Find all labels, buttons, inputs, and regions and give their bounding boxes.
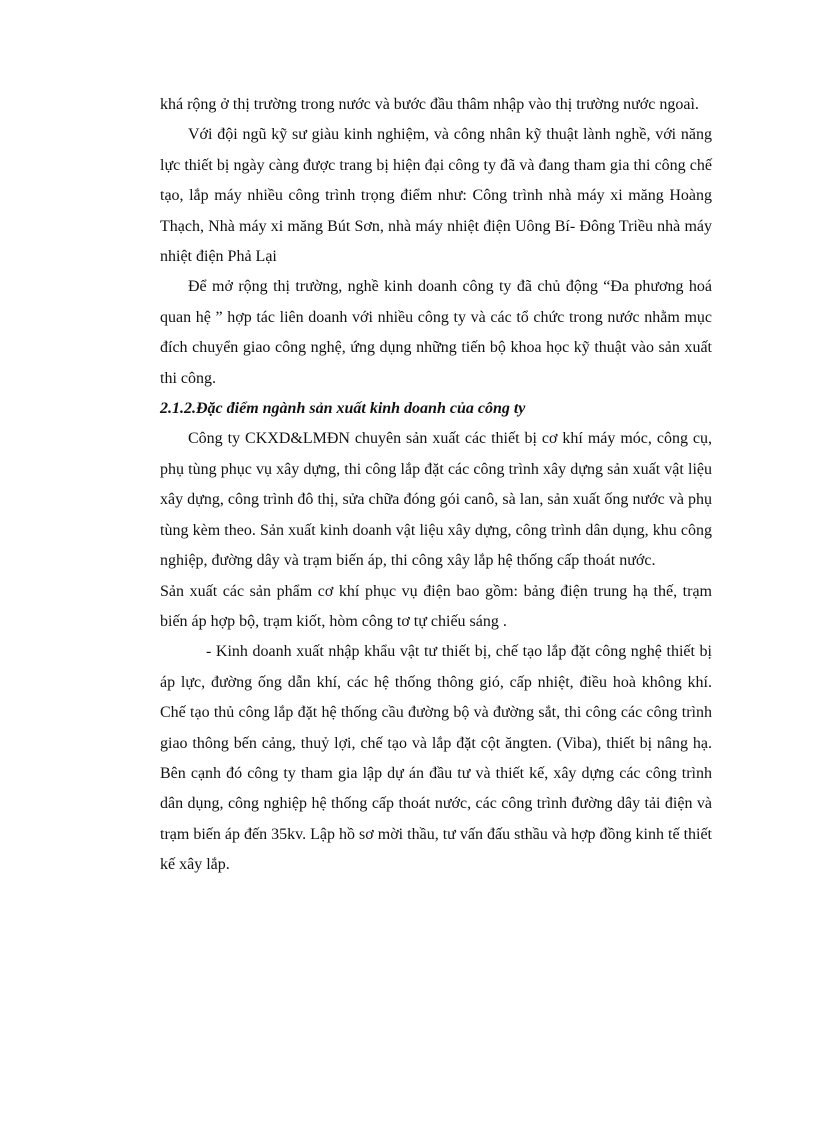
document-page — [160, 90, 712, 881]
paragraph-workforce: Với đội ngũ kỹ sư giàu kinh nghiệm, và công nhân kỹ thuật lành nghề, với năng lực thiết bị ngày càng được trang bị hiện đại công ty đã và đang tham gia thi công chế tạo, lắp máy nhiều công trình trọng điểm như: Công trình nhà máy xi măng Hoàng Thạch, Nhà máy xi măng Bút Sơn, nhà máy nhiệt điện Uông Bí- Đông Triều nhà máy nhiệt điện Phả Lại — [160, 126, 712, 266]
paragraph-company-products: Công ty CKXD&LMĐN chuyên sản xuất các thiết bị cơ khí máy móc, công cụ, phụ tùng phục vụ xây dựng, thi công lắp đặt các công trình xây dựng sản xuất vật liệu xây dựng, công trình đô thị, sửa chữa đóng gói canô, sà lan, sản xuất ống nước và phụ tùng kèm theo. Sản xuất kinh doanh vật liệu xây dựng, công trình dân dụng, khu công nghiệp, đường dây và trạm biến áp, thi công xây lắp hệ thống cấp thoát nước. — [160, 430, 712, 570]
paragraph-electrical-products: Sản xuất các sản phẩm cơ khí phục vụ điện bao gồm: bảng điện trung hạ thế, trạm biến áp hợp bộ, trạm kiốt, hòm công tơ tự chiếu sáng . — [160, 582, 712, 630]
section-heading: 2.1.2.Đặc điểm ngành sản xuất kinh doanh của công ty — [160, 400, 526, 418]
paragraph-market: khá rộng ở thị trường trong nước và bước đầu thâm nhập vào thị trường nước ngoaì. — [160, 96, 699, 113]
paragraph-expansion: Để mở rộng thị trường, nghề kinh doanh công ty đã chủ động “Đa phương hoá quan hệ ” hợp tác liên doanh với nhiều công ty và các tổ chức trong nước nhằm mục đích chuyển giao công nghệ, ứng dụng những tiến bộ khoa học kỹ thuật vào sản xuất thi công. — [160, 278, 712, 387]
paragraph-trade-services: - Kinh doanh xuất nhập khẩu vật tư thiết bị, chế tạo lắp đặt công nghệ thiết bị áp lực, đường ống dẫn khí, các hệ thống thông gió, cấp nhiệt, điều hoà không khí. Chế tạo thủ công lắp đặt hệ thống cầu đường bộ và đường sắt, thi công các công trình giao thông bến cảng, thuỷ lợi, chế tạo và lắp đặt cột ăngten. (Viba), thiết bị nâng hạ. Bên cạnh đó công ty tham gia lập dự án đầu tư và thiết kế, xây dựng các công trình dân dụng, công nghiệp hệ thống cấp thoát nước, các công trình đường dây tải điện và trạm biến áp đến 35kv. Lập hồ sơ mời thầu, tư vấn đấu sthầu và hợp đồng kinh tế thiết kế xây lắp. — [160, 643, 712, 874]
